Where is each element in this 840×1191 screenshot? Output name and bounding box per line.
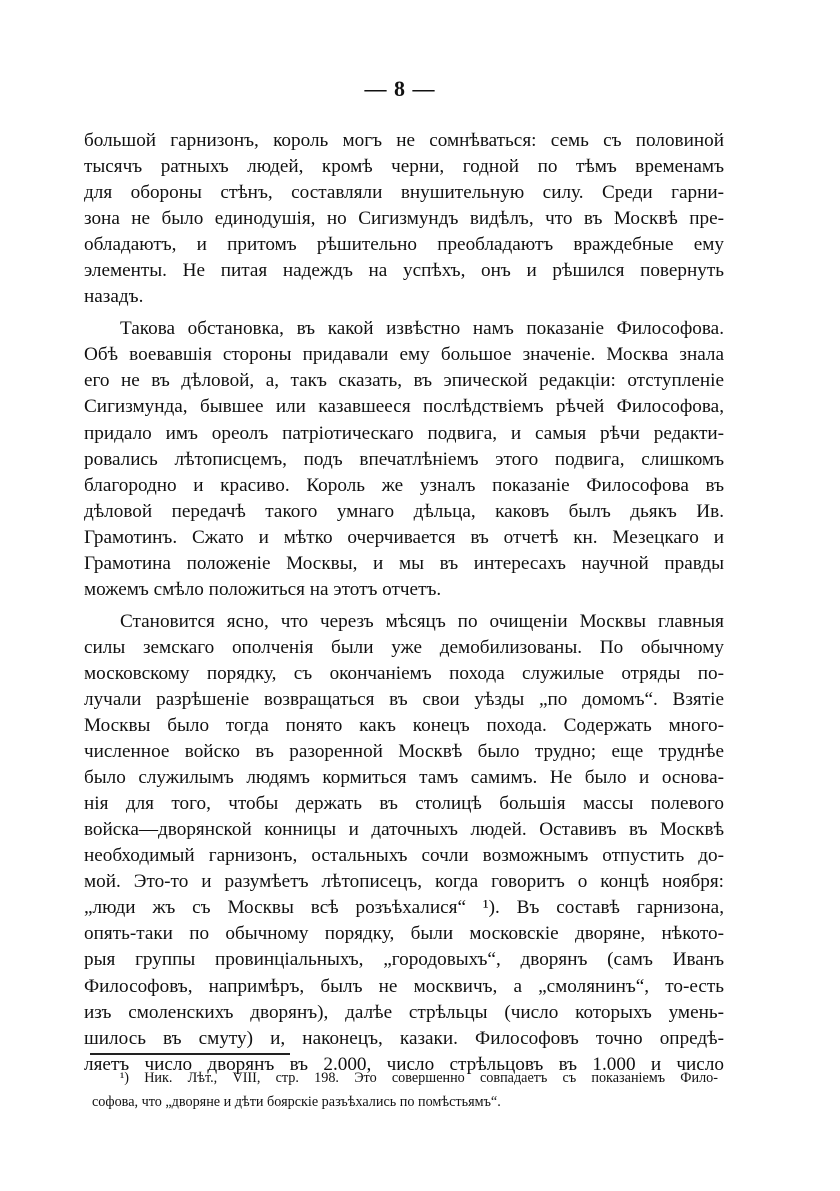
text-line: изъ смоленскихъ дворянъ), далѣе стрѣльцы (число которыхъ умень- (84, 1001, 724, 1023)
footnote-line: ¹) Ник. Лѣт., VIII, стр. 198. Это совершенно совпадаетъ съ показаніемъ Фило- (120, 1070, 718, 1086)
text-line: шилось въ смуту) и, наконецъ, казаки. Философовъ точно опредѣ- (84, 1027, 724, 1049)
text-line: мой. Это-то и разумѣетъ лѣтописецъ, когда говоритъ о концѣ ноября: (84, 871, 724, 893)
text-line: обладаютъ, и притомъ рѣшительно преобладаютъ враждебные ему (84, 234, 724, 256)
text-line: Обѣ воевавшія стороны придавали ему большое значеніе. Москва знала (84, 344, 724, 366)
text-line: опять-таки по обычному порядку, были московскіе дворяне, нѣкото- (84, 923, 724, 945)
text-line: Философовъ, напримѣръ, былъ не москвичъ, а „смолянинъ“, то-есть (84, 975, 724, 997)
text-line: московскому порядку, съ окончаніемъ похода служилые отряды по- (84, 662, 724, 684)
paragraph-3 (84, 609, 724, 1078)
text-line: тысячъ ратныхъ людей, кромѣ черни, годной по тѣмъ временамъ (84, 156, 724, 178)
text-line: большой гарнизонъ, король могъ не сомнѣваться: семь съ половиной (84, 130, 724, 151)
body-text (84, 128, 724, 1078)
text-line: Москвы было тогда понято какъ конецъ похода. Содержать много- (84, 715, 724, 737)
text-line: войска—дворянской конницы и даточныхъ людей. Оставивъ въ Москвѣ (84, 819, 724, 841)
text-line: Такова обстановка, въ какой извѣстно намъ показаніе Философова. (120, 318, 724, 340)
footnote-line: софова, что „дворяне и дѣти боярскіе разъѣхались по помѣстьямъ“. (92, 1094, 501, 1110)
footnotes (92, 1066, 718, 1114)
text-line: благородно и красиво. Король же узналъ показаніе Философова въ (84, 474, 724, 496)
paragraph-2 (84, 316, 724, 603)
text-line: ровались лѣтописцемъ, подъ впечатлѣніемъ этого подвига, слишкомъ (84, 448, 724, 470)
text-line: необходимый гарнизонъ, остальныхъ сочли возможнымъ отпустить до- (84, 845, 724, 867)
text-line: зона не было единодушія, но Сигизмундъ видѣлъ, что въ Москвѣ пре- (84, 208, 724, 230)
footnote-divider (90, 1053, 290, 1055)
text-line: его не въ дѣловой, а, такъ сказать, въ эпической редакціи: отступленіе (84, 370, 724, 392)
page-number: — 8 — (364, 76, 436, 101)
text-line: дѣловой передачѣ такого умнаго дѣльца, каковъ былъ дьякъ Ив. (84, 500, 724, 522)
text-line: „люди жъ съ Москвы всѣ розъѣхалися“ ¹). Въ составѣ гарнизона, (84, 897, 724, 919)
text-line: Сигизмунда, бывшее или казавшееся послѣдствіемъ рѣчей Философова, (84, 396, 724, 418)
text-line: Грамотина положеніе Москвы, и мы въ интересахъ научной правды (84, 552, 724, 574)
text-line: лучали разрѣшеніе возвращаться въ свои уѣзды „по домомъ“. Взятіе (84, 688, 724, 710)
text-line: Грамотинъ. Сжато и мѣтко очерчивается въ отчетѣ кн. Мезецкаго и (84, 526, 724, 548)
paragraph-1 (84, 128, 724, 310)
text-line: нія для того, чтобы держать въ столицѣ большія массы полевого (84, 793, 724, 815)
text-line: придало имъ ореолъ патріотическаго подвига, и самыя рѣчи редакти- (84, 422, 724, 444)
footnote-1 (92, 1066, 718, 1114)
text-line: силы земскаго ополченія были уже демобилизованы. По обычному (84, 636, 724, 658)
text-line: можемъ смѣло положиться на этотъ отчетъ. (84, 578, 442, 600)
text-line: для обороны стѣнъ, составляли внушительную силу. Среди гарни- (84, 182, 724, 204)
text-line: Становится ясно, что черезъ мѣсяцъ по очищеніи Москвы главныя (120, 610, 724, 632)
text-line: элементы. Не питая надеждъ на успѣхъ, онъ и рѣшился повернуть (84, 260, 724, 282)
text-line: рыя группы провинціальныхъ, „городовыхъ“, дворянъ (самъ Иванъ (84, 949, 724, 971)
text-line: ляетъ число дворянъ въ 2.000, число стрѣльцовъ въ 1.000 и число (84, 1053, 724, 1075)
text-line: было служилымъ людямъ кормиться тамъ самимъ. Не было и основа- (84, 767, 724, 789)
text-line: назадъ. (84, 286, 144, 308)
text-line: численное войско въ разоренной Москвѣ было трудно; еще труднѣе (84, 741, 724, 763)
